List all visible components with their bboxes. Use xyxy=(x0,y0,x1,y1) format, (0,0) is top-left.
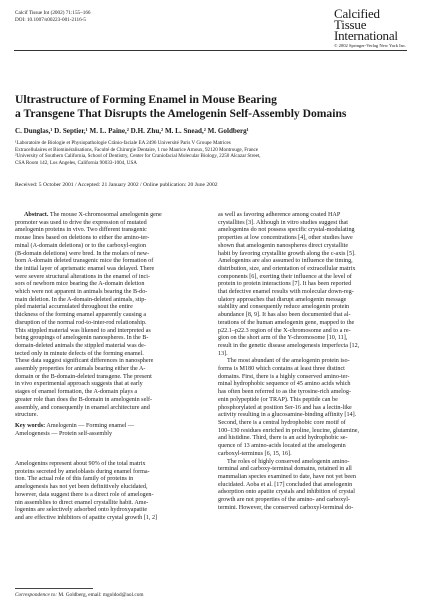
article-title xyxy=(15,93,410,121)
logo-line-3: International xyxy=(334,28,398,43)
intro-line: tion. The actual role of this family of proteins in xyxy=(15,476,134,483)
journal-citation: Calcif Tissue Int (2002) 71:155–166 xyxy=(15,10,91,16)
abstract-line: disruption of the normal rod-to-inter-rod relationship. xyxy=(15,319,147,326)
abstract xyxy=(15,212,208,420)
body-line: protein to protein interactions [7]. It has been reported xyxy=(218,281,352,288)
body-line: terations of the human amelogenin gene, mapped to the xyxy=(218,319,355,326)
introduction-left xyxy=(15,461,208,523)
title-line-1: Ultrastructure of Forming Enamel in Mouse Bearing xyxy=(15,93,277,106)
body-line: components [6], exerting their influence at the level of xyxy=(218,273,352,280)
body-line: abundance [8, 9]. It has also been documented that al- xyxy=(218,312,351,319)
intro-line: logenins are selectively adsorbed onto hydroxyapatite xyxy=(15,507,148,514)
body-line: ulatory approaches that disrupt amelogenin message xyxy=(218,296,347,303)
abstract-line: (B-domain deletions) were bred. In the molars of new- xyxy=(15,250,150,257)
abstract-line: assembly properties for animals bearing either the A- xyxy=(15,366,146,373)
author-list: C. Dunglas,¹ D. Septier,¹ M. L. Paine,² D.H. Zhu,² M. L. Snead,² M. Goldberg¹ xyxy=(15,127,249,135)
abstract-line: in vivo experimental approach suggests that at early xyxy=(15,381,143,388)
body-line: properties at low concentrations [4], other studies have xyxy=(218,235,353,242)
body-line: activity resulting in a glucosamine-binding affinity [14]. xyxy=(218,412,357,419)
affiliation-1b: Extracellulaires et Biominéralisations, Faculté de Chirurgie Dentaire, 1 rue Maurice Arnoux, 92120 Montrouge, France xyxy=(15,146,259,153)
intro-line: amelogenesis has not yet been definitively elucidated, xyxy=(15,484,148,491)
footnote-divider xyxy=(15,588,93,589)
abstract-line: being groupings of amelogenin nanospheres. In the B- xyxy=(15,335,149,342)
abstract-line: main deletion. In the A-domain-deleted animals, stip- xyxy=(15,296,147,303)
body-line: The most abundant of the amelogenin protein iso- xyxy=(227,358,350,365)
abstract-line: greater role than does the B-domain in amelogenin self- xyxy=(15,396,153,403)
intro-left-body xyxy=(15,461,208,523)
body-line: p22.1–p22.3 region of the X-chromosome and to a re- xyxy=(218,327,351,334)
body-line: that defective enamel results with molecular down-reg- xyxy=(218,289,354,296)
body-line: Second, there is a central hydrophobic core motif of xyxy=(218,419,346,426)
right-paragraph-1 xyxy=(218,212,410,358)
body-line: carboxyl-terminus [6, 15, 16]. xyxy=(218,450,292,457)
body-line: amelogenins do not possess specific crystal-modulating xyxy=(218,227,355,234)
abstract-line: sors of newborn mice bearing the A-domain deletion xyxy=(15,281,145,288)
abstract-line: These data suggest significant differences in nanosphere xyxy=(15,358,154,365)
affiliations xyxy=(15,140,410,167)
body-line: minal hydrophobic sequence of 45 amino acids which xyxy=(218,381,351,388)
body-line: distribution, size, and orientation of extracellular matrix xyxy=(218,265,356,272)
abstract-label: Abstract. xyxy=(24,212,49,218)
copyright: © 2002 Springer-Verlag New York Inc. xyxy=(334,43,407,48)
abstract-line: the initial layer of aprismatic enamel was delayed. There xyxy=(15,265,155,272)
right-paragraph-3 xyxy=(218,459,410,513)
keywords-line-2: Amelogenesis — Protein self-assembly xyxy=(15,430,113,437)
body-line: domains. First, there is a highly conserved amino-ter- xyxy=(218,373,350,380)
keywords xyxy=(15,423,208,438)
introduction-right xyxy=(218,212,410,512)
abstract-line: born A-domain deleted transgenic mice the formation of xyxy=(15,258,154,265)
body-line: adsorption onto apatite crystals and inhibition of crystal xyxy=(218,489,355,496)
intro-line: however, data suggest there is a direct role of amelogen- xyxy=(15,491,154,498)
publication-dates: Received: 5 October 2001 / Accepted: 21 January 2002 / Online publication: 20 June 2002 xyxy=(15,182,218,188)
body-line: terminal and carboxy-terminal domains, retained in all xyxy=(218,466,352,473)
correspondence xyxy=(15,592,208,599)
body-line: termini. However, the conserved carboxyl-terminal do- xyxy=(218,504,354,511)
title-line-2: a Transgene That Disrupts the Amelogenin Self-Assembly Domains xyxy=(15,107,347,120)
body-line: forms is M180 which contains at least three distinct xyxy=(218,366,345,373)
keywords-line-1: Amelogenin — Forming enamel — xyxy=(46,423,135,429)
abstract-line: structure. xyxy=(15,412,39,419)
abstract-line: This stippled material was likened to and interpreted as xyxy=(15,327,151,334)
body-line: shown that amelogenin nanospheres direct crystallite xyxy=(218,242,349,249)
body-line: and histidine. Third, there is an acid hydrophobic se- xyxy=(218,435,348,442)
abstract-line: pled material accumulated throughout the entire xyxy=(15,304,133,311)
abstract-line: Abstract. The mouse X-chromosomal amelogenin gene xyxy=(24,212,162,218)
correspondence-label: Correspondence to: xyxy=(15,592,58,598)
abstract-line: domain or the B-domain-deleted transgene. The present xyxy=(15,373,152,380)
body-line: 13]. xyxy=(218,350,228,357)
abstract-line: which were not apparent in animals bearing the B-do- xyxy=(15,289,148,296)
journal-logo xyxy=(334,8,410,49)
body-line: mammalian species examined to date, have not yet been xyxy=(218,473,356,480)
logo-line-1: Calcified xyxy=(334,6,380,21)
body-line: quence of 13 amino-acids located at the amelogenin xyxy=(218,443,346,450)
body-line: enin polypeptide (or TRAP). This peptide can be xyxy=(218,396,338,403)
intro-line: and are effective inhibitors of apatite crystal growth [1, 2] xyxy=(15,514,158,521)
correspondence-text: M. Goldberg, email: mgoldod@aol.com xyxy=(58,592,144,598)
intro-line: Amelogenins represent about 90% of the total matrix xyxy=(15,461,146,467)
abstract-line: thickness of the forming enamel apparently causing a xyxy=(15,312,147,319)
intro-line: nin assemblies to direct enamel crystallite habit. Ame- xyxy=(15,499,149,506)
body-line: Amelogenins are also assumed to influence the timing, xyxy=(218,258,353,265)
body-line: habit by favoring crystallite growth along the c-axis [5]. xyxy=(218,250,356,257)
abstract-line: stages of enamel formation, the A-domain plays a xyxy=(15,389,138,396)
body-line: elucidated. Aoba et al. [17] concluded that amelogenin xyxy=(218,481,353,488)
body-line: growth are not properties of the amino- and carboxyl- xyxy=(218,497,350,504)
body-line: as well as favoring adherence among coated HAP xyxy=(218,212,341,218)
logo-line-2: Tissue xyxy=(334,17,367,32)
affiliation-1a: ¹Laboratoire de Biologie et Physiopathologie Crânio-faciale EA 2496 Université Paris V Groupe Matrices xyxy=(15,140,231,146)
abstract-line: amelogenin proteins in vivo. Two different transgenic xyxy=(15,227,147,234)
body-line: The roles of highly conserved amelogenin amino- xyxy=(227,458,350,465)
doi: DOI: 10.1007/s00223-001-2116-5 xyxy=(15,16,86,23)
intro-line: proteins secreted by ameloblasts during enamel forma- xyxy=(15,468,150,475)
abstract-line: promoter was used to drive the expression of mutated xyxy=(15,219,147,226)
abstract-line: minal (A-domain deletions) or to the carboxyl-region xyxy=(15,242,146,249)
keywords-label: Key words: xyxy=(15,423,46,429)
abstract-body xyxy=(15,212,208,420)
body-line: crystallites [3]. Although in vitro studies suggest that xyxy=(218,219,348,226)
header-divider xyxy=(14,50,407,51)
abstract-line: domain-deleted animals the stippled material was de- xyxy=(15,342,146,349)
abstract-line: tected only in minute defects of the forming enamel. xyxy=(15,350,144,357)
abstract-line: were severe structural alterations in the enamel of inci- xyxy=(15,273,151,280)
body-line: stability and consequently reduce amelogenin protein xyxy=(218,304,350,311)
body-line: 100–130 residues enriched in proline, leucine, glutamine, xyxy=(218,427,360,434)
body-line: result in the genetic disease amelogenesis imperfecta [12, xyxy=(218,342,360,349)
right-paragraph-2 xyxy=(218,358,410,458)
affiliation-2b: CSA Room 142, Los Angeles, California 90033-1004, USA xyxy=(15,160,137,167)
body-line: phosphorylated at position Ser-16 and has a lectin-like xyxy=(218,404,352,411)
affiliation-2a: ²University of Southern California, School of Dentistry, Center for Craniofacial Molecular Biology, 2250 Alcazar Street, xyxy=(15,153,261,160)
abstract-line: mouse lines based on deletions to either the amino-ter- xyxy=(15,235,150,242)
body-line: has often been referred to as the tyrosine-rich amelog- xyxy=(218,389,351,396)
body-line: gion on the short arm of the Y-chromosome [10, 11], xyxy=(218,335,348,342)
abstract-line: assembly, and consequently in enamel architecture and xyxy=(15,404,150,411)
